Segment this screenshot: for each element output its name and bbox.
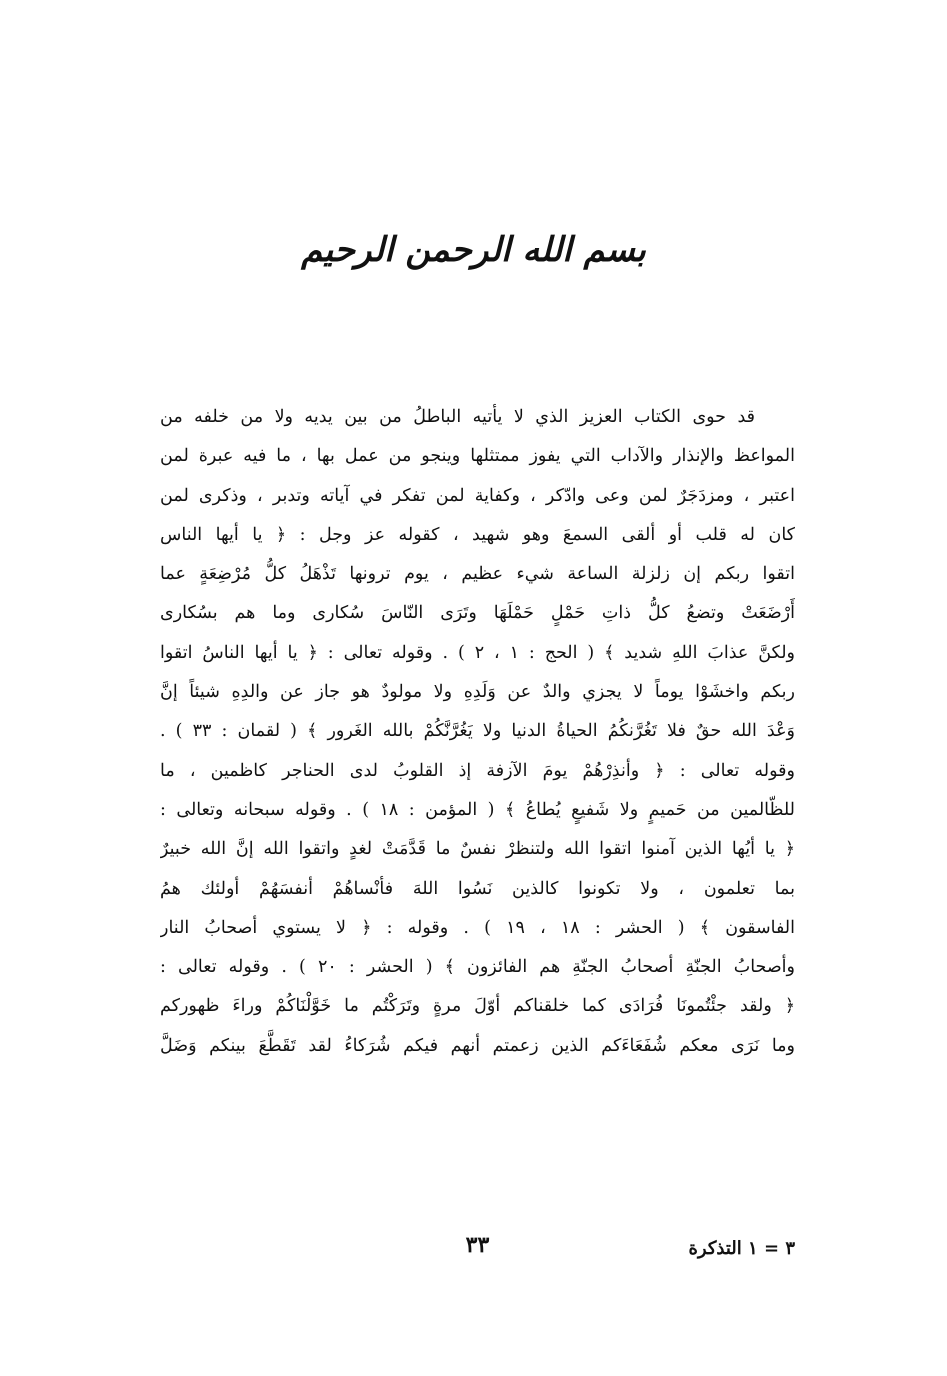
text-line: وما نَرَى معكم شُفَعَاءَكم الذين زعمتم أنهم فيكم شُرَكاءُ لقد تَقَطَّعَ بينكم وَضَلَّ [160,1035,795,1056]
text-line: وقوله تعالى : ﴿ وأنذِرْهُمْ يومَ الآزفة إذ القلوبُ لدى الحناجر كاظمين ، ما [160,760,795,781]
page-number: ٣٣ [465,1232,490,1258]
text-line: الفاسقون ﴾ ( الحشر : ١٨ ، ١٩ ) . وقوله : ﴿ لا يستوي أصحابُ النار [160,917,795,938]
body-text [160,398,795,1066]
text-line: اتقوا ربكم إن زلزلة الساعة شيء عظيم ، يوم ترونها تَذْهَلُ كلُّ مُرْضِعَةٍ عما [160,564,795,585]
text-line: ﴿ ولقد جئْتُمونَا فُرَادَى كما خلقناكم أوّلَ مرةٍ وتَرَكْتُم ما خَوَّلْنَاكُمْ وراءَ ظهوركم [160,996,795,1017]
text-line: قد حوى الكتاب العزيز الذي لا يأتيه الباطلُ من بين يديه ولا من خلفه من [160,407,755,427]
text-line: ربكم واخشَوْا يوماً لا يجزي والدٌ عن وَلَدِهِ ولا مولودٌ هو جاز عن والدِهِ شيئاً إنَّ [160,682,795,703]
text-line: ﴿ يا أيُها الذين آمنوا اتقوا الله ولتنظرْ نفسٌ ما قَدَّمَتْ لغدٍ واتقوا الله إنَّ الله خبيرٌ [160,839,795,860]
text-line: المواعظ والإنذار والآداب التي يفوز ممتثلها وينجو من عمل بها ، ما فيه عبرة لمن [160,446,795,467]
basmala-calligraphy: بسم الله الرحمن الرحيم [301,230,646,270]
text-line: أَرْضَعَتْ وتضعُ كلُّ ذاتِ حَمْلٍ حَمْلَهَا وتَرَى النّاسَ سُكارى وما هم بسُكارى [160,603,795,624]
text-line: وأصحابُ الجنّةِ أصحابُ الجنّةِ هم الفائزون ﴾ ( الحشر : ٢٠ ) . وقوله تعالى : [160,957,795,978]
text-line: كان له قلب أو ألقى السمعَ وهو شهيد ، كقوله عز وجل : ﴿ يا أيها الناس [160,524,795,545]
text-line: للظّالمين من حَميمٍ ولا شَفيعٍ يُطاعُ ﴾ ( المؤمن : ١٨ ) . وقوله سبحانه وتعالى : [160,799,795,820]
text-line: اعتبر ، ومزدَجَرٌ لمن وعى وادّكر ، وكفاية لمن تفكر في آياته وتدبر ، وذكرى لمن [160,485,795,506]
text-line: ولكنَّ عذابَ اللهِ شديد ﴾ ( الحج : ١ ، ٢ ) . وقوله تعالى : ﴿ يا أيها الناسُ اتقوا [160,642,795,663]
page-footer [160,1232,795,1272]
text-line: وَعْدَ الله حقٌ فلا تَغُرَّنكُمُ الحياةُ الدنيا ولا يَغُرَّنَّكُمْ بالله الغَرور ﴾ ( لقمان : ٣٣ ) . [160,721,795,742]
text-line: بما تعلمون ، ولا تكونوا كالذين نَسُوا اللهَ فأنْساهُمْ أنفسَهُمْ أولئك همُ [160,878,795,899]
signature-mark: ٣ = ١ التذكرة [688,1238,795,1259]
